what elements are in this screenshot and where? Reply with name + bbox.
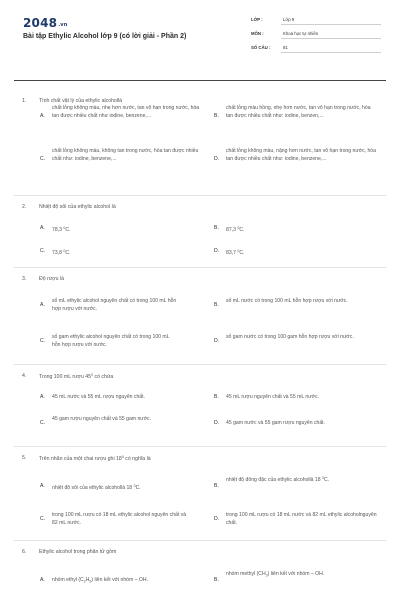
question-stem: Tính chất vật lý của ethylic alcohollà — [39, 98, 123, 104]
document-header — [0, 0, 400, 82]
subject-label: MÔN : — [251, 31, 264, 36]
question-stem: Ethylic alcohol trong phân tử gồm — [39, 549, 117, 555]
question-stem: Độ rượu là — [39, 276, 65, 282]
class-value: Lớp 9 — [283, 17, 295, 22]
question-stem: Trên nhãn của một chai rượu ghi $18^0$ có nghĩa là — [39, 455, 151, 462]
header-divider — [14, 80, 386, 81]
question-stem: Nhiệt độ sôi của ethylic alcohol là — [39, 204, 116, 210]
question-stem: Trong 100 mL rượu $45^0$ có chứa — [39, 373, 114, 380]
site-logo[interactable]: 2048.vn — [23, 16, 68, 30]
count-label: SỐ CÂU : — [251, 45, 271, 50]
subject-value: Khoa học tự nhiên — [283, 31, 319, 36]
count-value: 81 — [283, 45, 288, 50]
page-title: Bài tập Ethylic Alcohol lớp 9 (có lời giải - Phần 2) — [23, 33, 187, 40]
class-label: LỚP : — [251, 17, 263, 22]
